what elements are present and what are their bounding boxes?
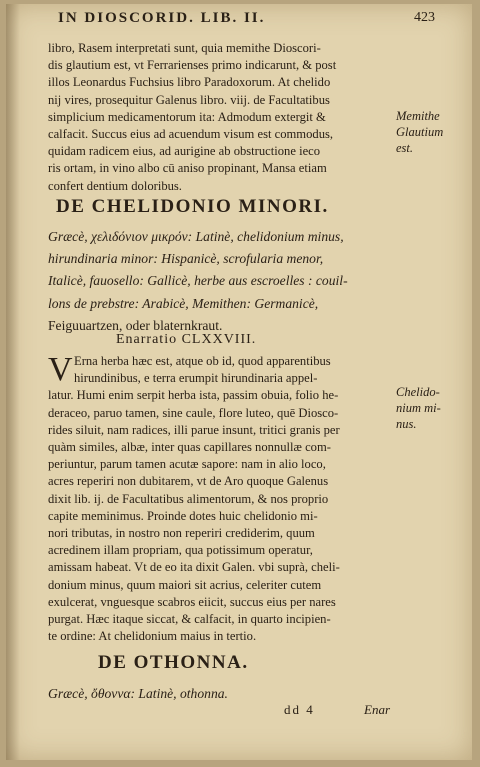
enarratio-heading: Enarratio CLXXVIII. [116, 332, 257, 347]
catchword: Enar [364, 702, 390, 717]
text-line: purgat. Hæc itaque siccat, & calfacit, in quarto incipien- [48, 612, 331, 627]
margin-note-line: est. [396, 141, 414, 155]
text-line: latur. Humi enim serpit herba ista, passim obuia, folio he- [48, 388, 339, 403]
text-line: calfacit. Succus eius ad acuendum visum est commodus, [48, 127, 334, 142]
margin-note-line: Memithe [396, 109, 440, 123]
text-line: rides siluit, nam radices, illi parue insunt, tritici granis per [48, 422, 340, 437]
synonym-line: Italicè, fauosello: Gallicè, herbe aus escroelles : couil- [48, 273, 348, 289]
paragraph-memithe [48, 40, 388, 195]
text-line: dixit lib. ij. de Facultatibus alimentorum, & nos proprio [48, 491, 329, 506]
page-gutter-shadow [6, 4, 20, 760]
synonym-line: Græcè, χελιδόνιον μικρόν: Latinè, chelidonium minus, [48, 229, 344, 244]
signature-mark: dd 4 [284, 702, 315, 717]
text-line: quidam radicem eius, ad aurigine ab obstructione ieco [48, 144, 321, 159]
text-line: Erna herba hæc est, atque ob id, quod apparentibus [74, 354, 331, 368]
text-line: acres reperiri non dubitarem, vt de Aro quoque Galenus [48, 474, 329, 489]
text-line: libro, Rasem interpretati sunt, quia memithe Dioscori- [48, 41, 321, 55]
text-line: exulcerat, vnguesque scabros eiicit, succus eius per nares [48, 594, 336, 609]
text-line: illos Leonardus Fuchsius libro Paradoxorum. At chelido [48, 75, 331, 90]
text-line: hirundinibus, e terra erumpit hirundinaria appel- [74, 371, 318, 386]
synonym-line: Feiguuartzen, oder blaternkraut. [48, 317, 223, 333]
margin-note-memithe [396, 108, 443, 156]
synonyms-othonna: Græcè, ὄθοννα: Latinè, othonna. [48, 686, 228, 701]
margin-note-line: Glautium [396, 125, 444, 139]
text-line: nij vires, prosequitur Galenus libro. viij. de Facultatibus [48, 92, 330, 107]
page-number: 423 [414, 10, 435, 25]
margin-note-line: Chelido- [396, 385, 440, 399]
text-line: ris ortam, in vino albo cū aniso propinant, Mansa etiam [48, 161, 327, 176]
text-line: acredinem illam propriam, qua potissimum operatur, [48, 543, 313, 558]
text-line: dis glautium est, vt Ferrarienses primo indicarunt, & post [48, 58, 337, 73]
text-line: amissam habeat. Vt de eo ita dixit Galen. vbi suprà, cheli- [48, 560, 340, 575]
text-line: quàm similes, albæ, inter quas capillares nonnullæ com- [48, 440, 331, 455]
running-head: IN DIOSCORID. LIB. II. [58, 10, 266, 26]
paragraph-enarratio [48, 353, 388, 645]
page-footer [266, 702, 446, 720]
text-line: capite meminimus. Proinde dotes huic chelidonio mi- [48, 508, 318, 523]
page-header [48, 10, 468, 32]
text-line: periuntur, parum tamen acutæ sapore: nam in alio loco, [48, 457, 326, 472]
text-line: simplicium medicamentorum ita: Admodum extergit & [48, 109, 326, 124]
text-line: te ordine: At chelidonium maius in tertio. [48, 629, 257, 644]
book-page [6, 4, 472, 760]
text-line: donium minus, quum maiori sit acrius, celeriter cutem [48, 577, 322, 592]
text-line: deraceo, paruo tamen, sine caule, flore luteo, quē Diosco- [48, 405, 339, 420]
synonyms-chelidonio [48, 226, 398, 337]
text-line: nori tributas, in nostro non reperiri crediderim, quum [48, 526, 315, 541]
synonym-line: hirundinaria minor: Hispanicè, scrofularia menor, [48, 251, 324, 267]
section-title-othonna: DE OTHONNA. [98, 652, 249, 673]
margin-note-line: nium mi- [396, 401, 441, 415]
synonym-line: lons de prebstre: Arabicè, Memithen: Germanicè, [48, 295, 319, 311]
text-line: confert dentium doloribus. [48, 178, 182, 193]
section-title-chelidonio: DE CHELIDONIO MINORI. [56, 196, 329, 217]
margin-note-chelidonium [396, 384, 441, 432]
drop-cap: V [48, 351, 73, 388]
margin-note-line: nus. [396, 417, 417, 431]
